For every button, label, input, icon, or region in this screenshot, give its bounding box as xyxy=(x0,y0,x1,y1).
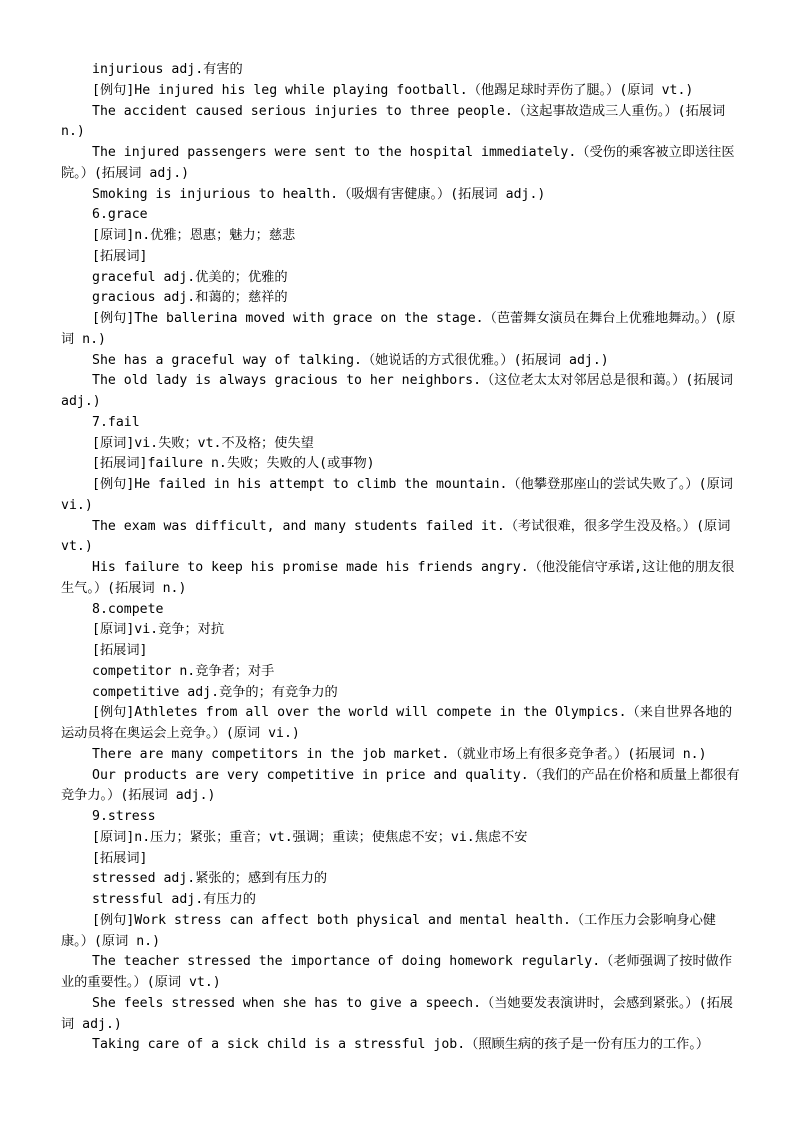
text-line: [原词]n.压力；紧张；重音；vt.强调；重读；使焦虑不安；vi.焦虑不安 xyxy=(92,829,528,845)
text-line: The teacher stressed the importance of doing homework regularly.（老师强调了按时做作业的重要性。）(原词 vt.) xyxy=(61,954,733,990)
document-body xyxy=(61,60,741,1056)
text-line: Smoking is injurious to health.（吸烟有害健康。）(拓展词 adj.) xyxy=(92,186,546,202)
text-line: stressful adj.有压力的 xyxy=(92,892,256,907)
text-line: competitive adj.竞争的；有竞争力的 xyxy=(92,684,338,700)
text-line: [原词]vi.竞争；对抗 xyxy=(92,622,225,638)
text-line: She has a graceful way of talking.（她说话的方式很优雅。）(拓展词 adj.) xyxy=(92,352,609,368)
text-line: gracious adj.和蔼的；慈祥的 xyxy=(92,290,288,306)
text-line: competitor n.竞争者；对手 xyxy=(92,663,275,679)
text-line: [例句]Work stress can affect both physical and mental health.（工作压力会影响身心健康。）(原词 n.) xyxy=(61,912,716,949)
text-line: [原词]n.优雅；恩惠；魅力；慈悲 xyxy=(92,228,296,243)
text-line: [例句]Athletes from all over the world will compete in the Olympics.（来自世界各地的运动员将在奥运会上竞争。）(原词 vi.) xyxy=(61,705,733,741)
text-line: [拓展词] xyxy=(92,248,148,264)
text-line: The accident caused serious injuries to three people.（这起事故造成三人重伤。）(拓展词 n.) xyxy=(61,103,726,140)
text-line: injurious adj.有害的 xyxy=(92,62,243,77)
section-heading: 8.compete xyxy=(92,601,164,617)
text-line: graceful adj.优美的；优雅的 xyxy=(92,269,288,285)
section-heading: 7.fail xyxy=(92,414,140,430)
text-line: She feels stressed when she has to give a speech.（当她要发表演讲时，会感到紧张。）(拓展词 adj.) xyxy=(61,995,733,1032)
text-line: [例句]The ballerina moved with grace on the stage.（芭蕾舞女演员在舞台上优雅地舞动。）(原词 n.) xyxy=(61,311,736,347)
text-line: stressed adj.紧张的；感到有压力的 xyxy=(92,871,328,887)
text-line: The exam was difficult, and many students failed it.（考试很难，很多学生没及格。）(原词 vt.) xyxy=(61,518,731,555)
text-line: [原词]vi.失败；vt.不及格；使失望 xyxy=(92,435,314,451)
text-line: His failure to keep his promise made his friends angry.（他没能信守承诺,这让他的朋友很生气。）(拓展词 n.) xyxy=(61,560,735,596)
text-line: [拓展词] xyxy=(92,643,148,658)
text-line: [例句]He injured his leg while playing football.（他踢足球时弄伤了腿。）(原词 vt.) xyxy=(92,82,694,98)
text-line: There are many competitors in the job market.（就业市场上有很多竞争者。）(拓展词 n.) xyxy=(92,746,707,762)
section-heading: 9.stress xyxy=(92,809,156,824)
text-line: The injured passengers were sent to the hospital immediately.（受伤的乘客被立即送往医院。）(拓展词 adj.) xyxy=(61,145,735,181)
section-heading: 6.grace xyxy=(92,207,148,223)
text-line: Taking care of a sick child is a stressful job.（照顾生病的孩子是一份有压力的工作。） xyxy=(92,1037,710,1053)
text-line: Our products are very competitive in price and quality.（我们的产品在价格和质量上都很有竞争力。）(拓展词 adj.) xyxy=(61,767,740,804)
text-line: [例句]He failed in his attempt to climb the mountain.（他攀登那座山的尝试失败了。）(原词 vi.) xyxy=(61,477,733,513)
text-line: The old lady is always gracious to her neighbors.（这位老太太对邻居总是很和蔼。）(拓展词 adj.) xyxy=(61,373,733,409)
text-line: [拓展词] xyxy=(92,850,148,866)
text-line: [拓展词]failure n.失败；失败的人(或事物) xyxy=(92,456,375,472)
